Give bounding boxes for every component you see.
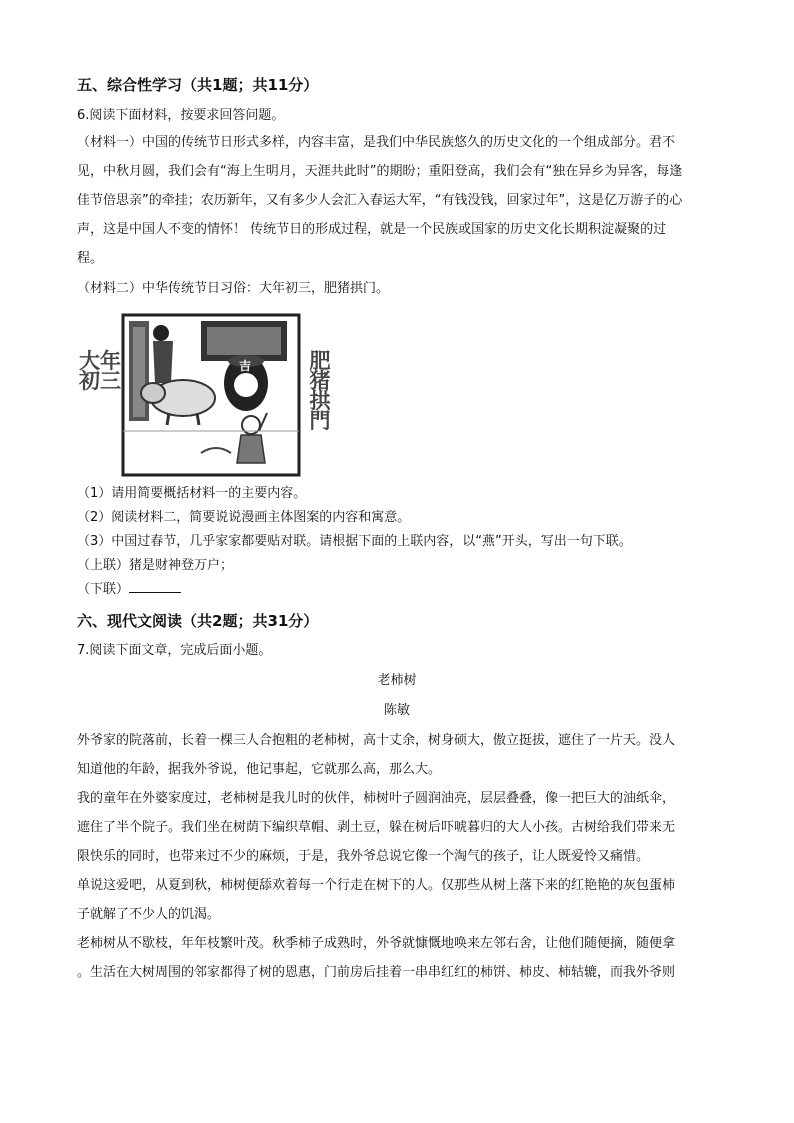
upper-couplet: （上联）猪是财神登万户； [77, 558, 234, 573]
article-title: 老柿树 [377, 673, 417, 688]
lower-couplet [77, 578, 717, 602]
right-vertical-caption [307, 351, 333, 431]
article-line: 子就解了不少人的饥渴。 [77, 907, 221, 922]
caption-line: 大年 [79, 349, 121, 373]
material-one-line: 程。 [77, 251, 104, 266]
subquestion: （1）请用简要概括材料一的主要内容。 [77, 486, 307, 501]
article-line: 。生活在大树周围的邻家都得了树的恩惠，门前房后挂着一串串红红的柿饼、柿皮、柿轱辘，而我外爷则 [77, 965, 676, 980]
article-line: 我的童年在外婆家度过，老柿树是我儿时的伙伴，柿树叶子圆润油亮，层层叠叠，像一把巨大的油纸伞， [77, 791, 676, 806]
caption-char: 門 [309, 409, 331, 433]
article-author: 陈敏 [383, 703, 410, 718]
material-two: （材料二）中华传统节日习俗：大年初三，肥猪拱门。 [77, 281, 390, 296]
article-line: 外爷家的院落前，长着一棵三人合抱粗的老柿树，高十丈余，树身硕大，傲立挺拔，遮住了一片天。没人 [77, 733, 676, 748]
caption-char: 肥 [309, 349, 331, 373]
subquestion: （3）中国过春节，几乎家家都要贴对联。请根据下面的上联内容，以“燕”开头，写出一句下联。 [77, 534, 632, 549]
subquestion: （2）阅读材料二，简要说说漫画主体图案的内容和寓意。 [77, 510, 411, 525]
left-vertical-caption [79, 351, 125, 391]
question-7-intro: 7.阅读下面文章，完成后面小题。 [77, 643, 272, 658]
article-line: 限快乐的同时，也带来过不少的麻烦，于是，我外爷总说它像一个淘气的孩子，让人既爱怜又痛惜。 [77, 849, 650, 864]
jar-character: 吉 [239, 359, 252, 373]
section-5-heading: 五、综合性学习（共1题；共11分） [77, 76, 319, 94]
caption-line: 初三 [79, 369, 121, 393]
material-one-line: 声，这是中国人不变的情怀！ 传统节日的形成过程，就是一个民族或国家的历史文化长期积淀凝聚的过 [77, 222, 667, 237]
lower-couplet-label: （下联） [77, 582, 130, 597]
material-one-line: 佳节倍思亲”的牵挂；农历新年，又有多少人会汇入春运大军，“有钱没钱，回家过年”，这是亿万游子的心 [77, 193, 683, 208]
question-6-intro: 6.阅读下面材料，按要求回答问题。 [77, 108, 285, 123]
section-6-heading: 六、现代文阅读（共2题；共31分） [77, 612, 319, 630]
article-line: 遮住了半个院子。我们坐在树荫下编织草帽、剥土豆，躲在树后吓唬暮归的大人小孩。古树给我们带来无 [77, 820, 676, 835]
caption-char: 拱 [309, 389, 331, 413]
caption-char: 猪 [309, 369, 331, 393]
article-body [77, 726, 717, 987]
article-line: 单说这爱吧，从夏到秋，柿树便舔欢着每一个行走在树下的人。仅那些从树上落下来的红艳艳的灰包蛋柿 [77, 878, 676, 893]
question-6-subquestions [77, 482, 717, 602]
comic-illustration [81, 313, 341, 478]
material-one-line: （材料一）中国的传统节日形式多样，内容丰富，是我们中华民族悠久的历史文化的一个组成部分。君不 [77, 135, 676, 150]
article-line: 知道他的年龄，据我外爷说，他记事起，它就那么高，那么大。 [77, 762, 442, 777]
pig-arching-door-drawing [81, 313, 341, 478]
material-one [77, 128, 717, 273]
article-line: 老柿树从不歇枝，年年枝繁叶茂。秋季柿子成熟时，外爷就慷慨地唤来左邻右舍，让他们随便摘，随便拿 [77, 936, 676, 951]
answer-blank[interactable] [129, 580, 181, 593]
material-one-line: 见，中秋月圆，我们会有“海上生明月，天涯共此时”的期盼；重阳登高，我们会有“独在异乡为异客，每逢 [77, 164, 683, 179]
page-content [77, 72, 717, 987]
